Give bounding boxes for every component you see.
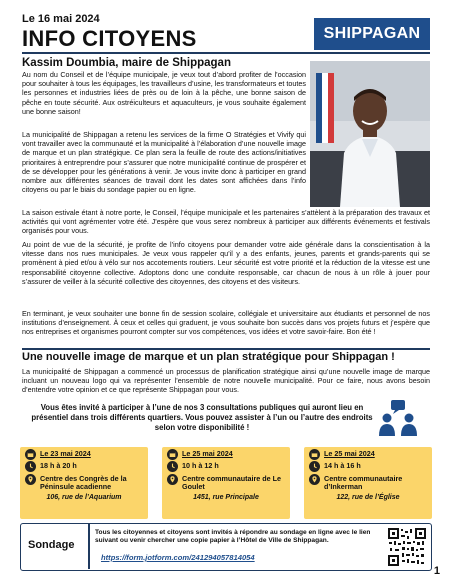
consultation-date: Le 25 mai 2024 [324, 449, 375, 458]
consultation-card [304, 447, 432, 519]
location-pin-icon [167, 474, 178, 485]
consultation-time: 14 h à 16 h [324, 461, 361, 471]
location-pin-icon [25, 474, 36, 485]
consultation-address: 122, rue de l’Église [336, 494, 400, 502]
consultation-date: Le 23 mai 2024 [40, 449, 91, 458]
issue-date: Le 16 mai 2024 [22, 13, 100, 25]
newsletter-title: INFO CITOYENS [22, 26, 197, 51]
calendar-icon [25, 449, 36, 460]
consultation-place: Centre communautaire d’Inkerman [324, 473, 403, 492]
consultation-place: Centre des Congrès de la Péninsule acadienne [40, 473, 127, 492]
consultation-time: 10 h à 12 h [182, 461, 219, 471]
survey-box [20, 523, 432, 571]
consultation-card [162, 447, 290, 519]
calendar-icon [167, 449, 178, 460]
survey-text: Tous les citoyennes et citoyens sont invités à répondre au sondage en ligne avec le lien suivant ou venir chercher une copie papier à l’Hôtel de Ville de Shippagan. [95, 529, 371, 544]
brand-logo: SHIPPAGAN [314, 18, 430, 50]
calendar-icon [309, 449, 320, 460]
paragraph-4: Au point de vue de la sécurité, je profite de l’info citoyens pour demander votre aide générale dans la conscientisation à la vitesse dans nos rues municipales. Je veux vous rappeler qu’il y a des enfants, jeunes, parents et grands-parents qui se promènent à pied et/ou à vélo sur nos accotements routiers. Leur sécurité est votre priorité et la réduction de la vitesse est une responsabilité citoyenne collective. Adoptons donc une conduite responsable, car chacun de nous à un rôle à jouer pour s’assurer de veiller à la sécurité collective des citoyennes, des citoyens et des visiteurs. [22, 240, 430, 286]
mayor-photo [310, 61, 430, 207]
people-discussion-icon [378, 398, 418, 438]
qr-code-icon[interactable] [387, 527, 427, 567]
header-rule [22, 52, 430, 54]
survey-link[interactable]: https://form.jotform.com/241294057814054 [101, 553, 255, 562]
clock-icon [25, 461, 36, 472]
section-rule [22, 348, 430, 350]
consultation-cards [20, 447, 432, 519]
location-pin-icon [309, 474, 320, 485]
consultation-place: Centre communautaire de Le Goulet [182, 473, 282, 492]
consultation-time: 18 h à 20 h [40, 461, 77, 471]
page-number: 1 [433, 565, 440, 577]
survey-label: Sondage [28, 539, 75, 551]
consultation-invite: Vous êtes invité à participer à l’une de nos 3 consultations publiques qui auront lieu en présentiel dans trois différents quartiers. Vous pouvez assister à l’un ou l’autre des endroits selon votre disponibilité ! [31, 403, 373, 432]
section-heading: Une nouvelle image de marque et un plan stratégique pour Shippagan ! [22, 351, 395, 363]
paragraph-5: En terminant, je veux souhaiter une bonne fin de session scolaire, collégiale et universitaire aux étudiants et personnel de nos institutions d’enseignement. À ceux et celles qui graduent, je vous souhaite bon succès dans vos projets futurs et j’espère que nos entreprises et organismes pourront compter sur vos compétences, vos idées et votre savoir-faire. Bon été ! [22, 309, 430, 337]
consultation-card [20, 447, 148, 519]
mayor-heading: Kassim Doumbia, maire de Shippagan [22, 57, 231, 69]
paragraph-3: La saison estivale étant à notre porte, le Conseil, l’équipe municipale et les partenaires s’attèlent à la préparation des travaux et activités qui vont agrémenter votre été. J’espère que vous serez nombreux à participer aux différents événements et festivals organisés pour vous. [22, 208, 430, 236]
survey-divider [88, 524, 90, 569]
paragraph-1: Au nom du Conseil et de l’équipe municipale, je veux tout d’abord profiter de l’occasion pour souhaiter à tous les équipages, les travailleurs d’usine, les transformateurs et toutes les personnes et industries liées de près ou de loin à la pêche, une bonne saison de pêche en toute sécurité. Aux ostréiculteurs et aquaculteurs, je vous souhaite également une bonne saison! [22, 70, 306, 116]
clock-icon [309, 461, 320, 472]
section-intro: La municipalité de Shippagan a commencé un processus de planification stratégique ainsi qu’une nouvelle image de marque incluant un nouveau logo qui va représenter l’ensemble de notre nouvelle municipalité. Pour ce faire, nous avons besoin d’entendre votre opinion et ce que représente Shippagan pour vous. [22, 367, 430, 395]
clock-icon [167, 461, 178, 472]
paragraph-2: La municipalité de Shippagan a retenu les services de la firme O Stratégies et Vivify qui vont travailler avec la communauté et la municipalité à l’élaboration d’une nouvelle image de marque et un plan stratégique. Ce plan sera la feuille de route des actions/initiatives prioritaires à entreprendre pour s’assurer que notre municipalité continue de prospérer et de se développer pour les générations à venir. Je vous invite donc à participer en grand nombre aux différentes séances de travail dont les dates sont affichées dans l’info citoyens ou par le biais du sondage papier ou en ligne. [22, 130, 306, 195]
consultation-address: 106, rue de l’Aquarium [46, 494, 122, 502]
consultation-date: Le 25 mai 2024 [182, 449, 233, 458]
consultation-address: 1451, rue Principale [193, 494, 259, 502]
